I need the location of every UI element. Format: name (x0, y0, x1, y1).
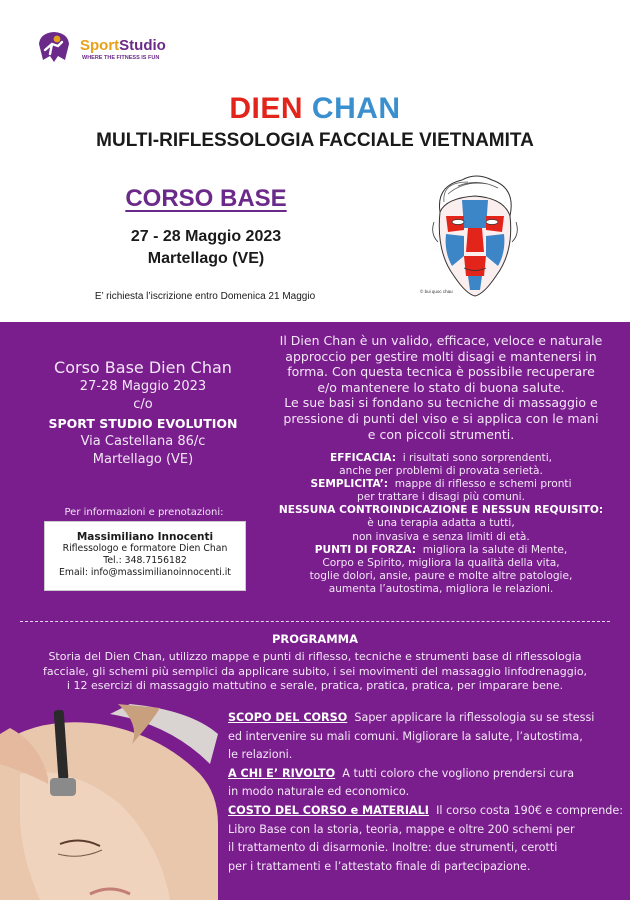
subtitle: MULTI-RIFLESSOLOGIA FACCIALE VIETNAMITA (96, 130, 534, 151)
chi-heading: A CHI E’ RIVOLTO (228, 766, 336, 780)
scopo-line: SCOPO DEL CORSO Saper applicare la riflessologia su se stessi (228, 711, 595, 724)
programma-text (30, 650, 600, 694)
intro-line: pressione di punti del viso e si applica con le mani (283, 410, 599, 426)
sportstudio-logo (34, 28, 214, 68)
costo-line: Libro Base con la storia, teoria, mappe e oltre 200 schemi per (228, 822, 575, 836)
intro-line: approccio per gestire molti disagi e mantenersi in (285, 348, 597, 364)
contact-name: Massimiliano Innocenti (76, 531, 214, 543)
contact-card (44, 521, 246, 591)
contact-email[interactable]: Email: info@massimilianoinnocenti.it (59, 567, 231, 578)
features-block (277, 452, 605, 596)
left-city: Martellago (VE) (92, 452, 194, 467)
programma-line: i 12 esercizi di massaggio mattutino e serale, pratica, pratica, pratica, per imparare bene. (66, 679, 564, 692)
massage-photo (0, 704, 218, 900)
costo-line: COSTO DEL CORSO e MATERIALI Il corso costa 190€ e comprende: (228, 803, 624, 817)
feature-semplicita-cont: per trattare i disagi più comuni. (357, 491, 525, 504)
registration-notice: E’ richiesta l’iscrizione entro Domenica 21 Maggio (94, 291, 316, 302)
feature-nessuna: NESSUNA CONTROINDICAZIONE E NESSUN REQUISITO: (278, 504, 604, 517)
intro-line: e/o mantenere lo stato di buona salute. (317, 379, 565, 395)
left-venue: SPORT STUDIO EVOLUTION (48, 416, 238, 431)
feature-efficacia: EFFICACIA: i risultati sono sorprendenti, (329, 452, 553, 464)
feature-punti-cont: aumenta l’autostima, migliora le relazioni. (328, 582, 554, 595)
programma-heading: PROGRAMMA (271, 632, 359, 646)
contact-phone[interactable]: Tel.: 348.7156182 (103, 555, 187, 566)
face-reflex-map-image (418, 172, 532, 304)
title-word-chan: CHAN (311, 92, 401, 125)
scopo-heading: SCOPO DEL CORSO (228, 711, 348, 724)
costo-line: il trattamento di disarmonie. Inoltre: due strumenti, cerotti (228, 841, 558, 855)
contact-role: Riflessologo e formatore Dien Chan (62, 543, 228, 554)
chi-line: A CHI E’ RIVOLTO A tutti coloro che vogliono prendersi cura (228, 766, 575, 780)
intro-line: Le sue basi si fondano su tecniche di massaggio e (284, 395, 598, 411)
dashed-divider (20, 621, 610, 622)
left-course-dates: 27-28 Maggio 2023 (79, 379, 207, 394)
logo-wordmark: SportStudio (80, 37, 166, 54)
intro-line: forma. Con questa tecnica è possibile recuperare (287, 364, 595, 380)
feature-punti: PUNTI DI FORZA: migliora la salute di Mente, (314, 543, 568, 556)
scopo-line: ed intervenire su mali comuni. Migliorare la salute, l’autostima, (228, 729, 583, 743)
logo-icon (36, 30, 72, 64)
feature-punti-cont: Corpo e Spirito, migliora la qualità della vita, (322, 556, 560, 569)
course-location: Martellago (VE) (147, 250, 265, 267)
course-dates: 27 - 28 Maggio 2023 (130, 228, 282, 245)
feature-punti-cont: toglie dolori, ansie, paure e molte altre patologie, (309, 569, 573, 582)
left-care-of: c/o (133, 397, 153, 412)
feature-efficacia-cont: anche per problemi di provata serietà. (339, 465, 543, 478)
costo-line: per i trattamenti e l’attestato finale di partecipazione. (228, 859, 531, 873)
image-caption: © bui quoc chau (420, 289, 453, 294)
costo-heading: COSTO DEL CORSO e MATERIALI (228, 803, 429, 817)
scopo-line: le relazioni. (228, 748, 293, 762)
logo-tagline: WHERE THE FITNESS IS FUN (82, 55, 160, 61)
course-details (228, 709, 624, 876)
info-label: Per informazioni e prenotazioni: (64, 507, 224, 518)
programma-line: Storia del Dien Chan, utilizzo mappe e punti di riflesso, tecniche e strumenti base di riflessologia (48, 650, 582, 663)
intro-paragraph (277, 333, 605, 442)
course-title: CORSO BASE (125, 185, 287, 212)
programma-line: facciale, gli schemi più semplici da applicare subito, i sei movimenti del massaggio linfodrenaggio, (42, 664, 588, 678)
feature-nessuna-text: è una terapia adatta a tutti, (367, 517, 515, 530)
intro-line: Il Dien Chan è un valido, efficace, veloce e naturale (279, 333, 603, 348)
intro-line: e con piccoli strumenti. (367, 426, 515, 442)
main-title (0, 92, 630, 126)
chi-line: in modo naturale ed economico. (228, 785, 410, 799)
left-course-title: Corso Base Dien Chan (54, 358, 232, 377)
left-address: Via Castellana 86/c (80, 434, 206, 449)
title-word-dien: DIEN (229, 92, 304, 125)
feature-semplicita: SEMPLICITA’: mappe di riflesso e schemi pronti (310, 478, 572, 491)
feature-nessuna-cont: non invasiva e senza limiti di età. (352, 530, 530, 543)
